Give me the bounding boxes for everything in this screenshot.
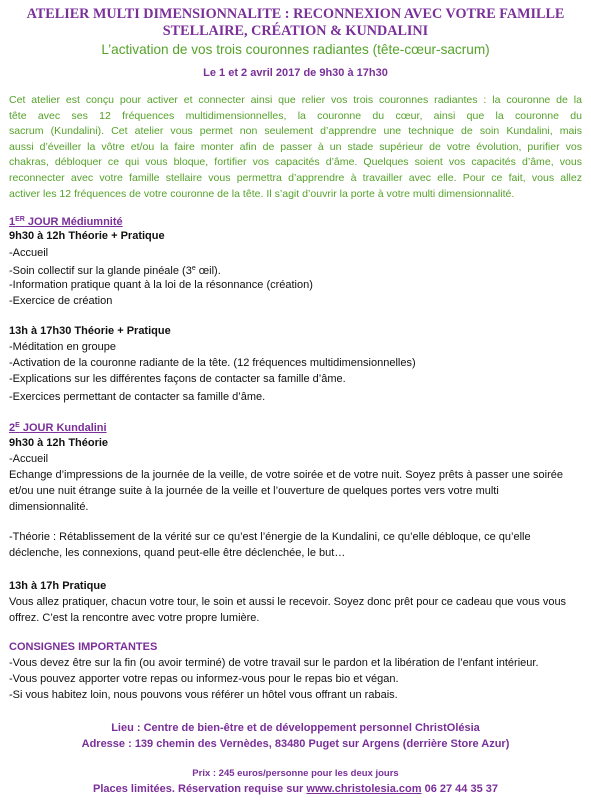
ordinal-sup: e: [191, 265, 196, 272]
intro-line: activer les 12 fréquences de votre couronne de la tête. Il s’agit d’ouvrir la porte à votre multi dimensionnalité.: [9, 187, 515, 200]
price-line: Prix : 245 euros/personne pour les deux jours: [192, 768, 399, 779]
day1-afternoon-item: -Exercices permettant de contacter sa famille d’âme.: [9, 391, 266, 403]
title-line-2: STELLAIRE, CRÉATION & KUNDALINI: [162, 23, 429, 39]
booking-line: [0, 782, 591, 796]
day2-afternoon-title: 13h à 17h Pratique: [9, 580, 107, 592]
booking-text: Places limitées. Réservation requise sur: [93, 783, 307, 795]
website-link[interactable]: www.christolesia.com: [306, 783, 422, 795]
intro-line: aussi d’éveiller la vôtre et/ou la faire monter afin de passer à un stade supérieur de votre évolution, purifier vos: [9, 140, 582, 153]
day1-afternoon-item: -Explications sur les différentes façons de contacter sa famille d’âme.: [9, 373, 346, 385]
intro-line: sacrum (Kundalini). Cet atelier vous permet non seulement d’apprendre une technique de soin Kundalini, mais: [9, 125, 582, 138]
day2-morning-line: -Accueil: [9, 453, 49, 465]
consignes-title: CONSIGNES IMPORTANTES: [9, 641, 158, 653]
day1-morning-item-text: œil).: [195, 265, 221, 277]
day2-morning-line: et/ou une nuit étrange suite à la journée de la veille et l’ouverture de quelques portes vers votre multi: [9, 485, 499, 497]
day1-morning-title: 9h30 à 12h Théorie + Pratique: [9, 230, 165, 242]
intro-line: Cet atelier est conçu pour activer et connecter ainsi que relier vos trois couronnes radiantes : la couronne de la: [9, 94, 582, 106]
consigne-item: -Si vous habitez loin, nous pouvons vous référer un hôtel vous offrant un rabais.: [9, 689, 398, 701]
day1-morning-item: [9, 262, 221, 278]
day1-morning-item: -Information pratique quant à la loi de la résonnance (création): [9, 279, 313, 291]
day1-afternoon-item: -Activation de la couronne radiante de la tête. (12 fréquences multidimensionnelles): [9, 357, 416, 369]
day2-morning-line: dimensionnalité.: [9, 501, 89, 513]
day1-ordinal: ER: [15, 216, 25, 223]
intro-line: chakras, débloquer ce qui vous bloque, fortifier vos capacités d’âme. Quelques soient vos capacités d’âme, vous: [9, 156, 582, 169]
day1-heading: [9, 213, 123, 229]
title-line-1: ATELIER MULTI DIMENSIONNALITE : RECONNEXION AVEC VOTRE FAMILLE: [26, 6, 565, 22]
intro-line: tête avec ses 12 fréquences multidimensionnelles, la couronne du cœur, ainsi que la couronne du: [9, 109, 582, 122]
consigne-item: -Vous devez être sur la fin (ou avoir terminé) de votre travail sur le pardon et la libération de l’enfant intérieur.: [9, 657, 539, 669]
day2-number: 2: [9, 422, 16, 434]
day2-morning-line: Echange d’impressions de la journée de la veille, de votre soirée et de votre nuit. Soyez prêts à passer une soirée: [9, 469, 563, 481]
day2-ordinal: E: [15, 422, 20, 429]
intro-paragraph: [9, 93, 582, 202]
subtitle: L’activation de vos trois couronnes radiantes (tête-cœur-sacrum): [101, 42, 490, 57]
day2-morning-line: -Théorie : Rétablissement de la vérité sur ce qu’est l’énergie de la Kundalini, ce qu’elle débloque, ce qu’elle: [9, 531, 531, 543]
day2-morning-title: 9h30 à 12h Théorie: [9, 437, 109, 449]
day1-afternoon-item: -Méditation en groupe: [9, 341, 117, 353]
intro-line: reconnecter avec votre famille stellaire vous permettra d’apprendre à travailler avec elle. Pour ce fait, vous allez: [9, 171, 582, 184]
day1-morning-item: -Exercice de création: [9, 295, 113, 307]
venue-line: Lieu : Centre de bien-être et de développement personnel ChristOlésia: [111, 722, 480, 734]
day2-morning-line: déclenche, les connexions, quand peut-elle être déclenchée, le but…: [9, 547, 346, 559]
day1-title: JOUR Médiumnité: [24, 216, 123, 228]
day1-morning-item-text: -Soin collectif sur la glande pinéale (3: [9, 265, 192, 277]
event-dates: Le 1 et 2 avril 2017 de 9h30 à 17h30: [203, 67, 388, 79]
day2-heading: [9, 419, 107, 435]
day1-afternoon-title: 13h à 17h30 Théorie + Pratique: [9, 325, 171, 337]
day2-title: JOUR Kundalini: [19, 422, 107, 434]
address-line: Adresse : 139 chemin des Vernèdes, 83480 Puget sur Argens (derrière Store Azur): [81, 738, 510, 750]
day1-morning-item: -Accueil: [9, 247, 49, 259]
consigne-item: -Vous pouvez apporter votre repas ou informez-vous pour le repas bio et végan.: [9, 673, 399, 685]
day2-afternoon-line: Vous allez pratiquer, chacun votre tour, le soin et aussi le recevoir. Soyez donc prêt pour ce cadeau que vous vous: [9, 596, 567, 608]
day1-number: 1: [9, 216, 16, 228]
phone-number: 06 27 44 35 37: [421, 783, 498, 795]
day2-afternoon-line: offrez. C’est la rencontre avec votre propre lumière.: [9, 612, 260, 624]
